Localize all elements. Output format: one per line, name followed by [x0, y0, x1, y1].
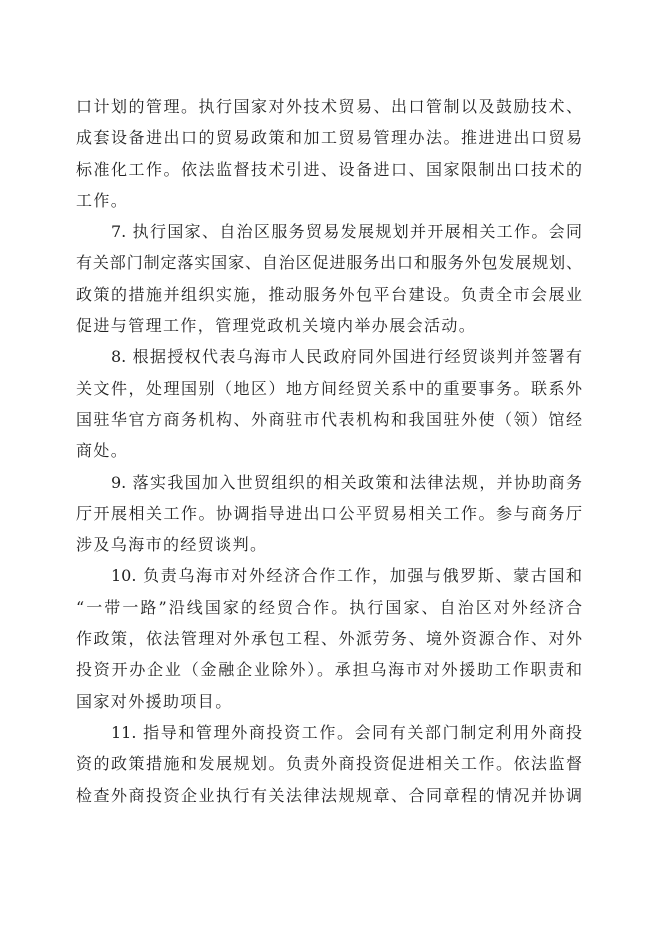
- text-line: 资的政策措施和发展规划。负责外商投资促进相关工作。依法监督: [76, 754, 582, 774]
- paragraph: [76, 467, 582, 561]
- text-line: 9. 落实我国加入世贸组织的相关政策和法律法规，并协助商务: [111, 472, 582, 492]
- text-line: 政策的措施并组织实施，推动服务外包平台建设。负责全市会展业: [76, 284, 582, 304]
- text-line: 检查外商投资企业执行有关法律法规规章、合同章程的情况并协调: [76, 785, 582, 805]
- text-line: 商处。: [76, 441, 129, 461]
- text-line: 厅开展相关工作。协调指导进出口公平贸易相关工作。参与商务厅: [76, 503, 582, 523]
- text-line: 10. 负责乌海市对外经济合作工作，加强与俄罗斯、蒙古国和: [111, 566, 582, 586]
- text-line: “一带一路”沿线国家的经贸合作。执行国家、自治区对外经济合: [76, 597, 582, 617]
- text-line: 有关部门制定落实国家、自治区促进服务出口和服务外包发展规划、: [76, 253, 582, 273]
- paragraph: [76, 560, 582, 716]
- text-line: 7. 执行国家、自治区服务贸易发展规划并开展相关工作。会同: [111, 222, 582, 242]
- text-line: 投资开办企业（金融企业除外）。承担乌海市对外援助工作职责和: [76, 660, 582, 680]
- text-line: 11. 指导和管理外商投资工作。会同有关部门制定利用外商投: [111, 722, 582, 742]
- text-line: 成套设备进出口的贸易政策和加工贸易管理办法。推进进出口贸易: [76, 128, 582, 148]
- text-line: 国家对外援助项目。: [76, 691, 233, 711]
- text-line: 涉及乌海市的经贸谈判。: [76, 535, 268, 555]
- paragraph: [76, 717, 582, 811]
- paragraph: [76, 341, 582, 466]
- text-line: 工作。: [76, 190, 129, 210]
- text-line: 作政策，依法管理对外承包工程、外派劳务、境外资源合作、对外: [76, 629, 582, 649]
- text-line: 国驻华官方商务机构、外商驻市代表机构和我国驻外使（领）馆经: [76, 409, 582, 429]
- text-line: 标准化工作。依法监督技术引进、设备进口、国家限制出口技术的: [76, 159, 582, 179]
- paragraph: [76, 216, 582, 341]
- paragraph: [76, 91, 582, 216]
- text-line: 8. 根据授权代表乌海市人民政府同外国进行经贸谈判并签署有: [111, 347, 582, 367]
- text-line: 促进与管理工作，管理党政机关境内举办展会活动。: [76, 316, 477, 336]
- text-line: 口计划的管理。执行国家对外技术贸易、出口管制以及鼓励技术、: [76, 97, 582, 116]
- document-page: [76, 91, 582, 811]
- text-line: 关文件，处理国别（地区）地方间经贸关系中的重要事务。联系外: [76, 378, 582, 398]
